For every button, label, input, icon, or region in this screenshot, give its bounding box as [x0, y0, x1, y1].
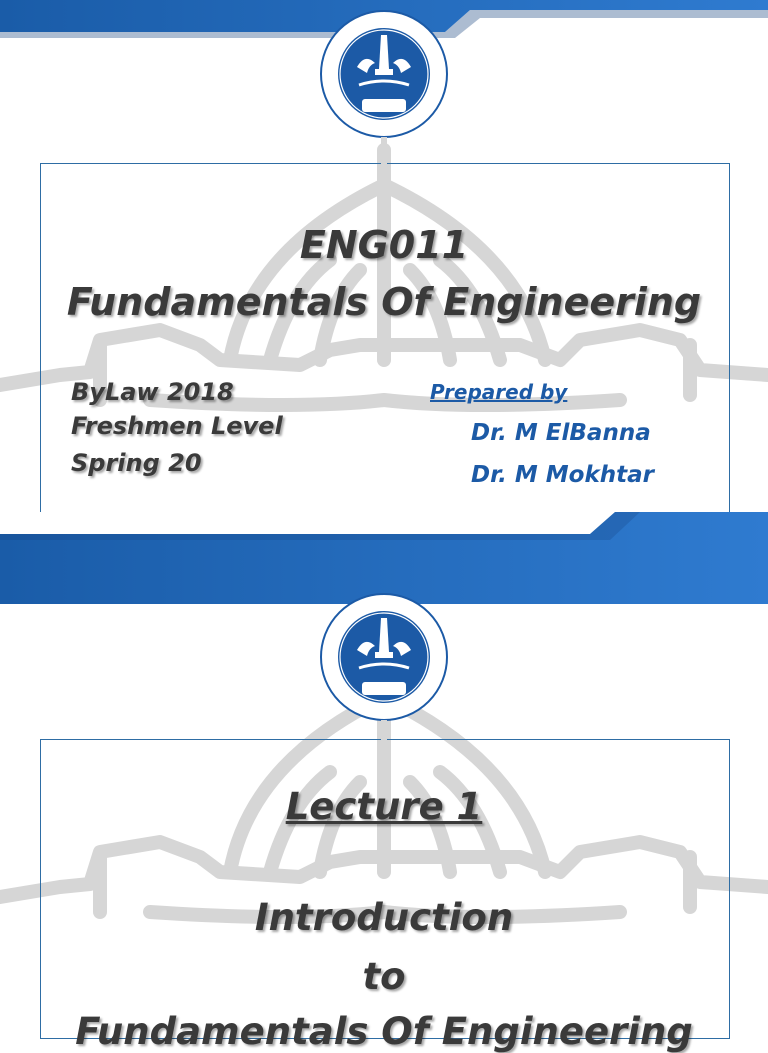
university-logo: [319, 592, 449, 722]
info-term: Spring 20: [71, 449, 202, 477]
university-logo: [319, 9, 449, 139]
header-bar: [0, 512, 768, 604]
slide-title: [0, 0, 768, 512]
slide-lecture: [0, 512, 768, 1053]
author-1: Dr. M ElBanna: [471, 420, 651, 446]
course-title: Fundamentals Of Engineering: [66, 280, 702, 324]
author-2: Dr. M Mokhtar: [471, 462, 655, 488]
info-level: Freshmen Level: [71, 412, 283, 440]
lecture-title-line-2: to: [362, 955, 406, 998]
lecture-title-line-3: Fundamentals Of Engineering: [75, 1010, 693, 1053]
info-bylaw: ByLaw 2018: [71, 378, 234, 406]
course-code: ENG011: [299, 223, 469, 267]
lecture-title-line-1: Introduction: [254, 896, 514, 939]
lecture-number: Lecture 1: [285, 785, 483, 828]
prepared-by-label: Prepared by: [430, 380, 568, 404]
